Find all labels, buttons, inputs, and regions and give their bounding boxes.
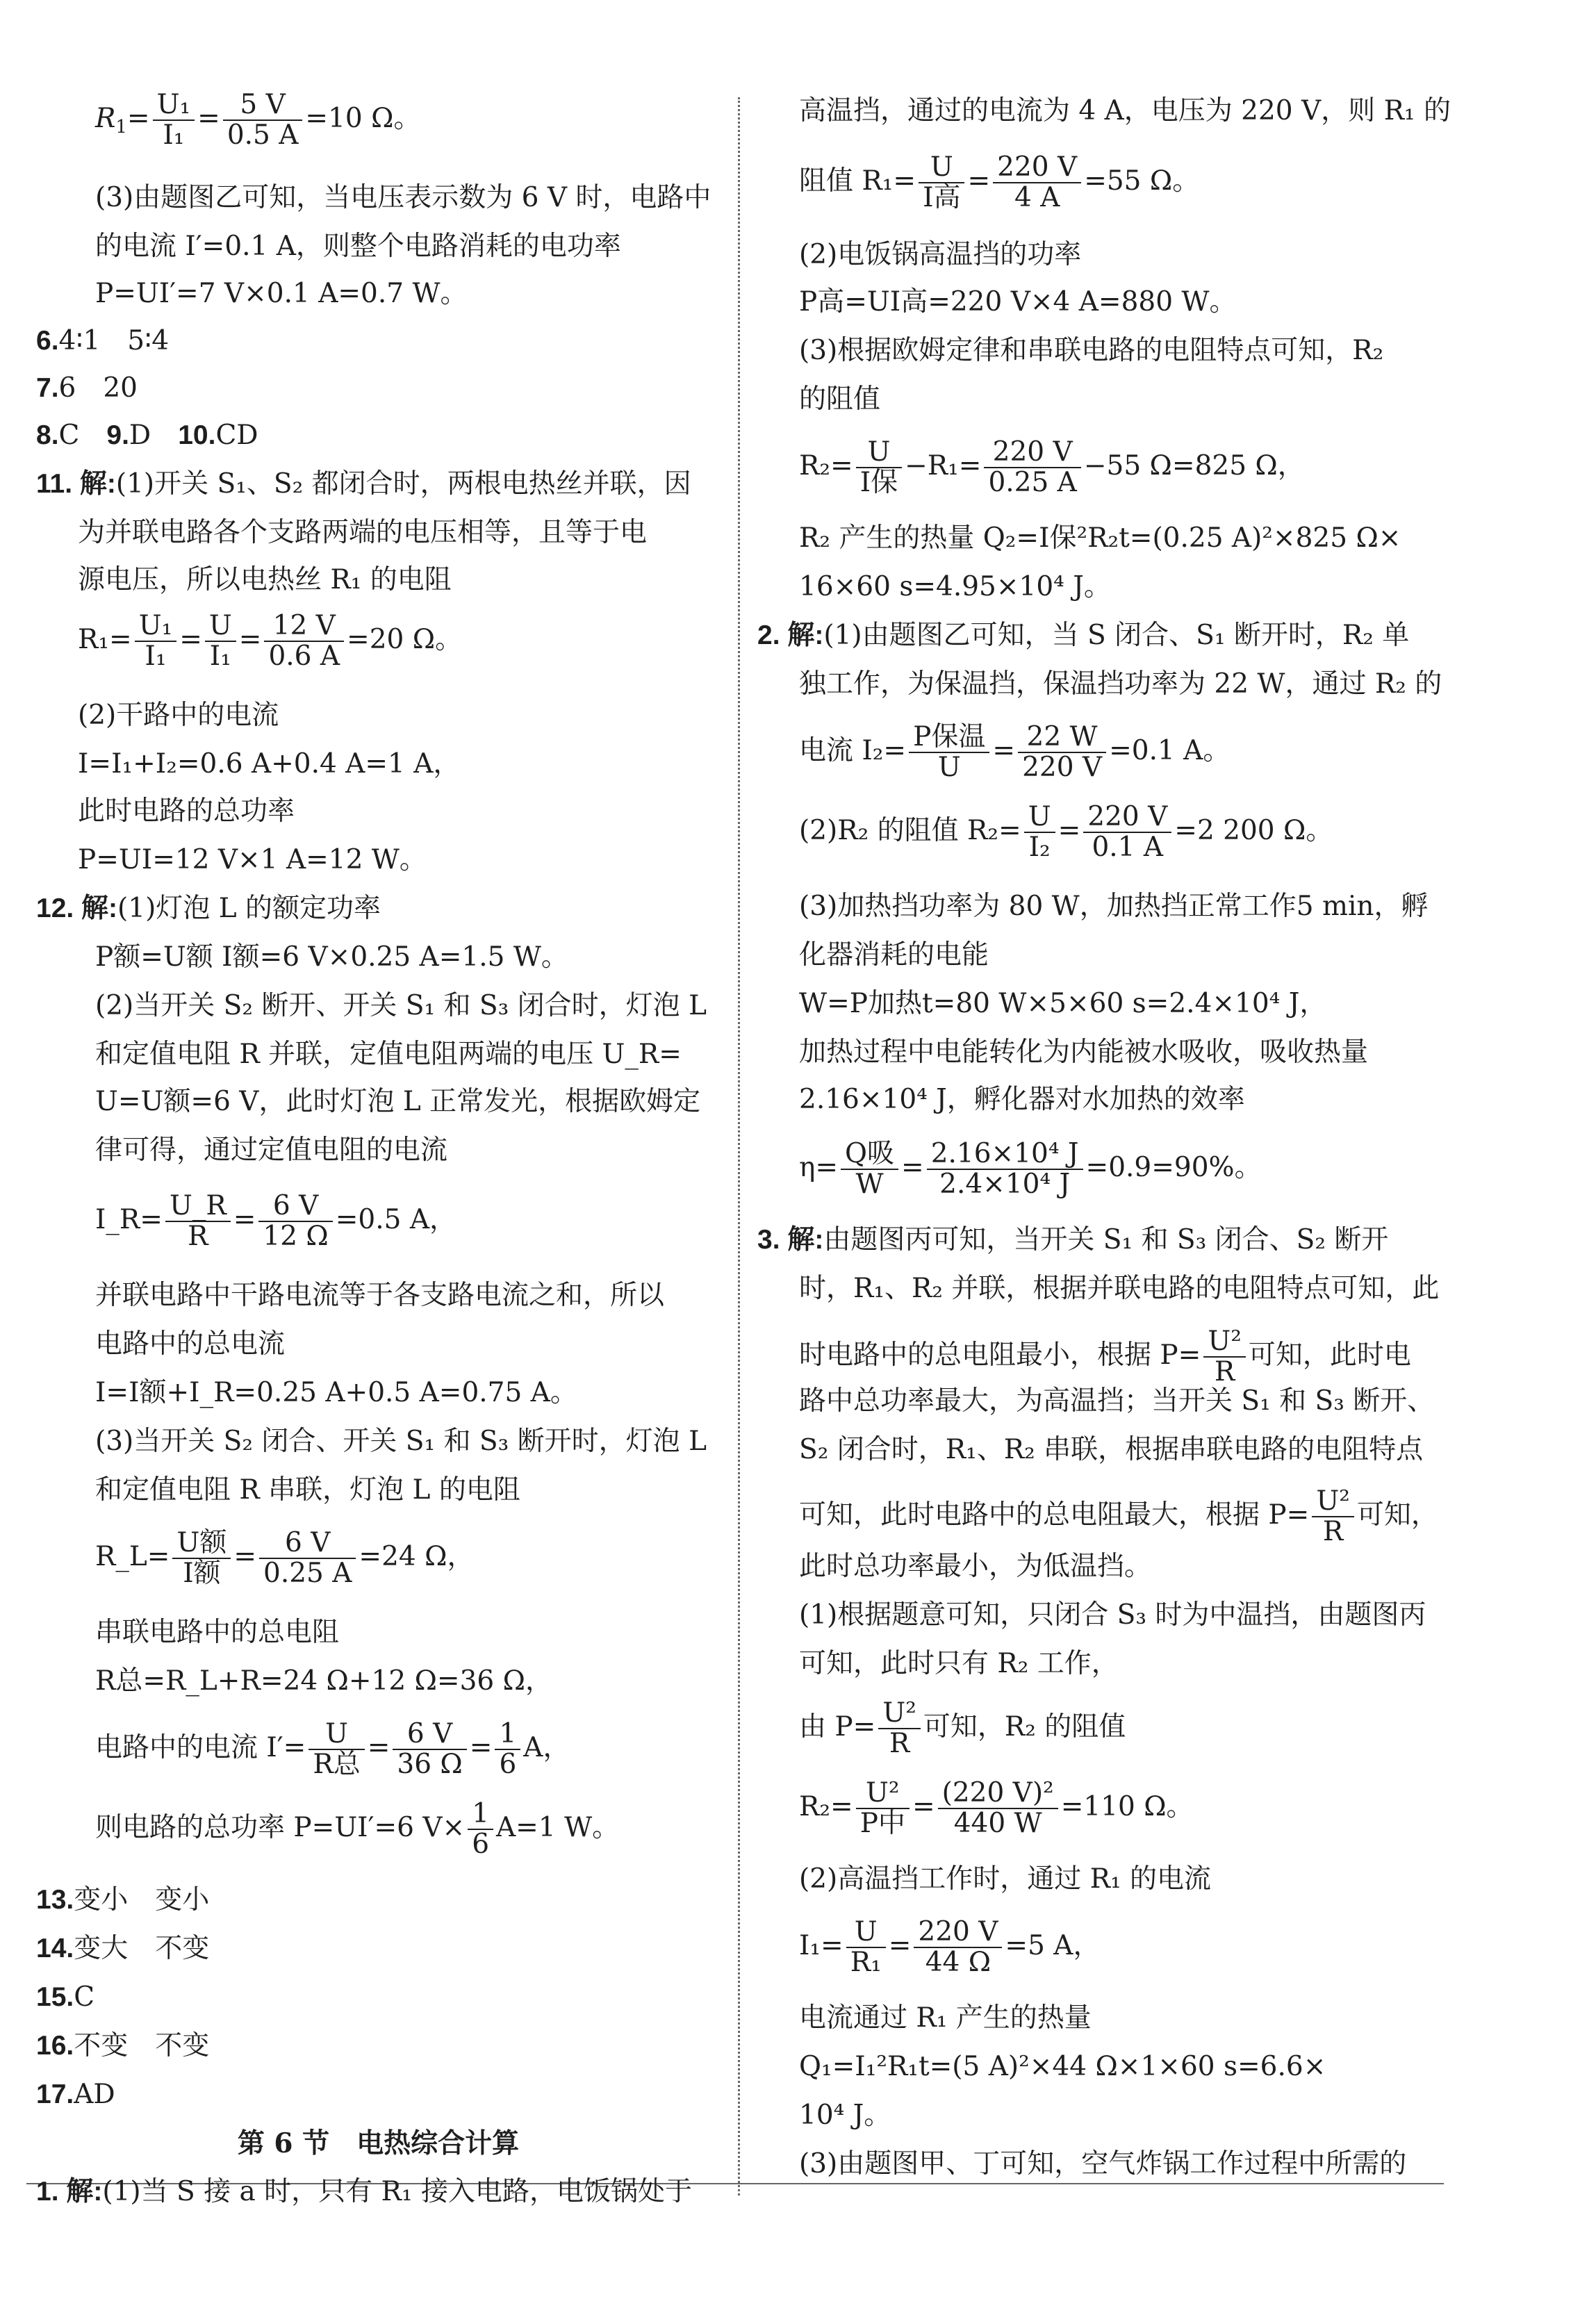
text-line: 的阻值: [799, 384, 881, 415]
text-line: 路中总功率最大，为高温挡；当开关 S₁ 和 S₃ 断开、: [799, 1385, 1435, 1417]
text-line: 电路中的总电流: [95, 1328, 286, 1360]
answer-2: 2. 解:(1)由题图乙可知，当 S 闭合、S₁ 断开时，R₂ 单: [757, 620, 1410, 651]
formula-line: η= Q吸 W = $\frac{\text{2.16×10⁴ J}}{\text{2.4×10⁴ J}}$ =0.9=90%。: [799, 1138, 1262, 1200]
answer-13: 13.变小 变小: [36, 1884, 210, 1915]
text-line: W=P加热t=80 W×5×60 s=2.4×10⁴ J，: [799, 988, 1327, 1019]
text-line: 串联电路中的总电阻: [95, 1617, 340, 1648]
text-line: (3)加热挡功率为 80 W，加热挡正常工作5 min，孵: [799, 891, 1429, 922]
text-line: (3)当开关 S₂ 闭合、开关 S₁ 和 S₃ 断开时，灯泡 L: [95, 1426, 707, 1457]
answer-7: 7.6 20: [36, 372, 138, 404]
answer-16: 16.不变 不变: [36, 2030, 210, 2061]
text-line: 和定值电阻 R 串联，灯泡 L 的电阻: [95, 1474, 520, 1506]
text-line: R总=R_L+R=24 Ω+12 Ω=36 Ω，: [95, 1665, 552, 1697]
text-line: (1)根据题意可知，只闭合 S₃ 时为中温挡，由题图丙: [799, 1599, 1426, 1631]
text-line: P高=UI高=220 V×4 A=880 W。: [799, 286, 1237, 318]
text-line: P=UI=12 V×1 A=12 W。: [78, 844, 427, 875]
formula-line: 电流 I₂= P保温 U = $\frac{22 W}{220 V}$ =0.1 A。: [799, 721, 1231, 783]
text-line: Q₁=I₁²R₁t=(5 A)²×44 Ω×1×60 s=6.6×: [799, 2051, 1326, 2082]
answer-3: 3. 解:由题图丙可知，当开关 S₁ 和 S₃ 闭合、S₂ 断开: [757, 1224, 1389, 1255]
formula-line: I_R= $\frac{U\_R}{R}$ = $\frac{6 V}{12 \Omega}$ =0.5 A，: [95, 1190, 456, 1252]
text-line: 并联电路中干路电流等于各支路电流之和，所以: [95, 1280, 665, 1311]
formula-line: R₁= $\frac{\text{U₁}}{\text{I₁}}$ = $\frac{U}{\text{I₁}}$ = $\frac{12 V}{0.6 A}$ =20 Ω。: [78, 610, 463, 672]
text-line: 和定值电阻 R 并联，定值电阻两端的电压 U_R=: [95, 1039, 682, 1070]
answer-12: 12. 解:(1)灯泡 L 的额定功率: [36, 893, 381, 924]
text-line: 可知，此时只有 R₂ 工作，: [799, 1648, 1119, 1679]
text-line: 10⁴ J。: [799, 2100, 891, 2131]
text-line: U=U额=6 V，此时灯泡 L 正常发光，根据欧姆定: [95, 1086, 701, 1117]
text-line: (2)电饭锅高温挡的功率: [799, 239, 1082, 270]
text-line: 电流通过 R₁ 产生的热量: [799, 2002, 1092, 2034]
formula-line: 可知，此时电路中的总电阻最大，根据 P= $\frac{\text{U²}}{R}$ 可知，: [799, 1485, 1438, 1547]
formula-line: 则电路的总功率 P=UI′=6 V× $\frac{1}{6}$ A=1 W。: [95, 1798, 620, 1860]
text-line: I=I额+I_R=0.25 A+0.5 A=0.75 A。: [95, 1377, 577, 1408]
answer-14: 14.变大 不变: [36, 1933, 210, 1964]
text-line: 化器消耗的电能: [799, 939, 989, 971]
formula-line: $R_1=$ $\frac{\text{U₁}}{\text{I₁}}$ = $\frac{5 V}{0.5 A}$ =10 Ω。: [95, 89, 421, 151]
text-line: 16×60 s=4.95×10⁴ J。: [799, 571, 1111, 602]
text-line: (3)由题图甲、丁可知，空气炸锅工作过程中所需的: [799, 2148, 1407, 2179]
text-line: P额=U额 I额=6 V×0.25 A=1.5 W。: [95, 941, 568, 973]
answer-8-10: 8.C 9.D 10.CD: [36, 420, 258, 451]
text-line: 的电流 I′=0.1 A，则整个电路消耗的电功率: [95, 231, 621, 262]
formula-line: R₂= U² P中 = $\frac{\text{(220 V)²}}{440 W}$ =110 Ω。: [799, 1777, 1194, 1839]
formula-line: R_L= U额 I额 = $\frac{6 V}{0.25 A}$ =24 Ω，: [95, 1527, 475, 1589]
text-line: 独工作，为保温挡，保温挡功率为 22 W，通过 R₂ 的: [799, 668, 1442, 700]
text-line: (3)根据欧姆定律和串联电路的电阻特点可知，R₂: [799, 335, 1384, 366]
column-divider: [738, 97, 740, 2195]
formula-line: 由 P= $\frac{\text{U²}}{R}$ 可知，R₂ 的阻值: [799, 1697, 1126, 1759]
text-line: 为并联电路各个支路两端的电压相等，且等于电: [78, 517, 648, 548]
text-line: S₂ 闭合时，R₁、R₂ 串联，根据串联电路的电阻特点: [799, 1434, 1424, 1465]
formula-line: 电路中的电流 I′= U R总 = $\frac{6 V}{36 \Omega}$ = $\frac{1}{6}$ A，: [95, 1718, 570, 1780]
text-line: (2)干路中的电流: [78, 700, 279, 731]
text-line: (2)高温挡工作时，通过 R₁ 的电流: [799, 1863, 1212, 1895]
text-line: (2)当开关 S₂ 断开、开关 S₁ 和 S₃ 闭合时，灯泡 L: [95, 990, 707, 1021]
answer-11: 11. 解:(1)开关 S₁、S₂ 都闭合时，两根电热丝并联，因: [36, 468, 691, 500]
formula-line: R₂= U I保 −R₁= $\frac{220 V}{0.25 A}$ −55 Ω=825 Ω，: [799, 436, 1305, 498]
section-heading: 第 6 节 电热综合计算: [237, 2127, 520, 2159]
formula-line: (2)R₂ 的阻值 R₂= $\frac{U}{\text{I₂}}$ = $\frac{220 V}{0.1 A}$ =2 200 Ω。: [799, 801, 1333, 863]
text-line: I=I₁+I₂=0.6 A+0.4 A=1 A，: [78, 748, 461, 780]
text-line: 此时总功率最小，为低温挡。: [799, 1551, 1152, 1582]
text-line: 源电压，所以电热丝 R₁ 的电阻: [78, 564, 452, 595]
text-line: 律可得，通过定值电阻的电流: [95, 1135, 448, 1166]
answer-17: 17.AD: [36, 2079, 115, 2110]
text-line: R₂ 产生的热量 Q₂=I保²R₂t=(0.25 A)²×825 Ω×: [799, 522, 1401, 554]
formula-line: 阻值 R₁= U I高 = $\frac{220 V}{4 A}$ =55 Ω。: [799, 151, 1200, 213]
answer-15: 15.C: [36, 1981, 95, 2013]
text-line: P=UI′=7 V×0.1 A=0.7 W。: [95, 278, 468, 309]
text-line: 此时电路的总功率: [78, 796, 295, 827]
answer-6: 6.4∶1 5∶4: [36, 325, 170, 356]
text-line: 时，R₁、R₂ 并联，根据并联电路的电阻特点可知，此: [799, 1273, 1440, 1304]
text-line: (3)由题图乙可知，当电压表示数为 6 V 时，电路中: [95, 182, 711, 213]
text-line: 加热过程中电能转化为内能被水吸收，吸收热量: [799, 1037, 1369, 1068]
formula-line: 时电路中的总电阻最小，根据 P= $\frac{\text{U²}}{R}$ 可知，此时电: [799, 1326, 1411, 1387]
text-line: 高温挡，通过的电流为 4 A，电压为 220 V，则 R₁ 的: [799, 95, 1451, 126]
text-line: 2.16×10⁴ J，孵化器对水加热的效率: [799, 1084, 1245, 1115]
formula-line: I₁= $\frac{U}{\text{R₁}}$ = $\frac{220 V}{44 \Omega}$ =5 A，: [799, 1916, 1101, 1978]
section-answer-1: 1. 解:(1)当 S 接 a 时，只有 R₁ 接入电路，电饭锅处于: [36, 2176, 692, 2207]
